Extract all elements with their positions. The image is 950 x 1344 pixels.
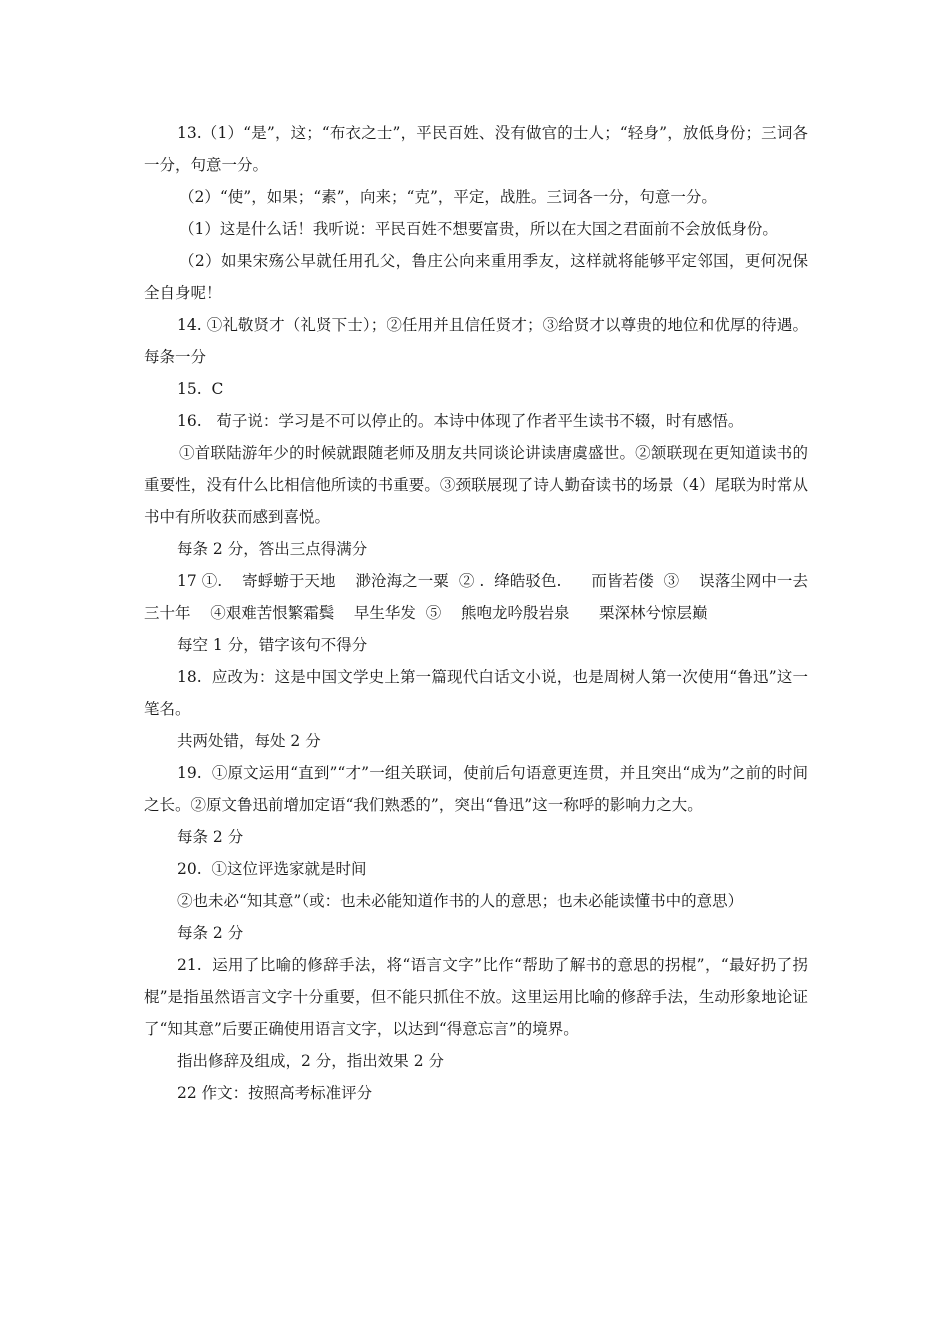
answer-17-scoring: 每空 1 分，错字该句不得分 (177, 636, 368, 654)
answer-19: 19. ①原文运用“直到”“才”一组关联词，使前后句语意更连贯，并且突出“成为”之前的时间之长。②原文鲁迅前增加定语“我们熟悉的”，突出“鲁迅”这一称呼的影响力之大。 (144, 764, 808, 814)
answer-13-part1: 13.（1）“是”，这；“布衣之士”，平民百姓、没有做官的士人；“轻身”，放低身份；三词各一分，句意一分。 (144, 124, 808, 174)
answer-14: 14. ①礼敬贤才（礼贤下士）；②任用并且信任贤才；③给贤才以尊贵的地位和优厚的待遇。每条一分 (144, 316, 808, 366)
answer-21-scoring: 指出修辞及组成，2 分，指出效果 2 分 (177, 1052, 445, 1070)
answer-20-part2: ②也未必“知其意”（或：也未必能知道作书的人的意思；也未必能读懂书中的意思） (177, 892, 744, 910)
answer-20: 20. ①这位评选家就是时间 (177, 860, 367, 878)
answer-19-scoring: 每条 2 分 (177, 828, 244, 846)
answer-18: 18. 应改为：这是中国文学史上第一篇现代白话文小说，也是周树人第一次使用“鲁迅”这一笔名。 (144, 668, 808, 718)
answer-20-scoring: 每条 2 分 (177, 924, 244, 942)
answer-22: 22 作文：按照高考标准评分 (177, 1084, 373, 1102)
answer-13-part2: （2）“使”，如果；“素”，向来；“克”，平定，战胜。三词各一分，句意一分。 (179, 188, 717, 206)
answer-key (144, 117, 808, 1109)
answer-16: 16. 荀子说：学习是不可以停止的。本诗中体现了作者平生读书不辍，时有感悟。 (177, 412, 744, 430)
answer-17: 17 ①. 寄蜉蝣于天地 渺沧海之一粟 ② . 绛皓驳色. 而皆若偻 ③ 误落尘网中一去三十年 ④艰难苦恨繁霜鬓 早生华发 ⑤ 熊咆龙吟殷岩泉 栗深林兮惊层巅 (144, 572, 808, 622)
answer-16-detail: ①首联陆游年少的时候就跟随老师及朋友共同谈论讲读唐虞盛世。②颔联现在更知道读书的重要性，没有什么比相信他所读的书重要。③颈联展现了诗人勤奋读书的场景（4）尾联为时常从书中有所收获而感到喜悦。 (144, 444, 808, 526)
answer-16-scoring: 每条 2 分，答出三点得满分 (177, 540, 368, 558)
answer-21: 21. 运用了比喻的修辞手法，将“语言文字”比作“帮助了解书的意思的拐棍”，“最好扔了拐棍”是指虽然语言文字十分重要，但不能只抓住不放。这里运用比喻的修辞手法，生动形象地论证了“知其意”后要正确使用语言文字，以达到“得意忘言”的境界。 (144, 956, 808, 1038)
answer-18-scoring: 共两处错，每处 2 分 (177, 732, 321, 750)
answer-13-translation2: （2）如果宋殇公早就任用孔父，鲁庄公向来重用季友，这样就将能够平定邻国，更何况保全自身呢！ (144, 252, 808, 302)
answer-15: 15. C (177, 380, 224, 398)
answer-13-translation1: （1）这是什么话！我听说：平民百姓不想要富贵，所以在大国之君面前不会放低身份。 (179, 220, 778, 238)
